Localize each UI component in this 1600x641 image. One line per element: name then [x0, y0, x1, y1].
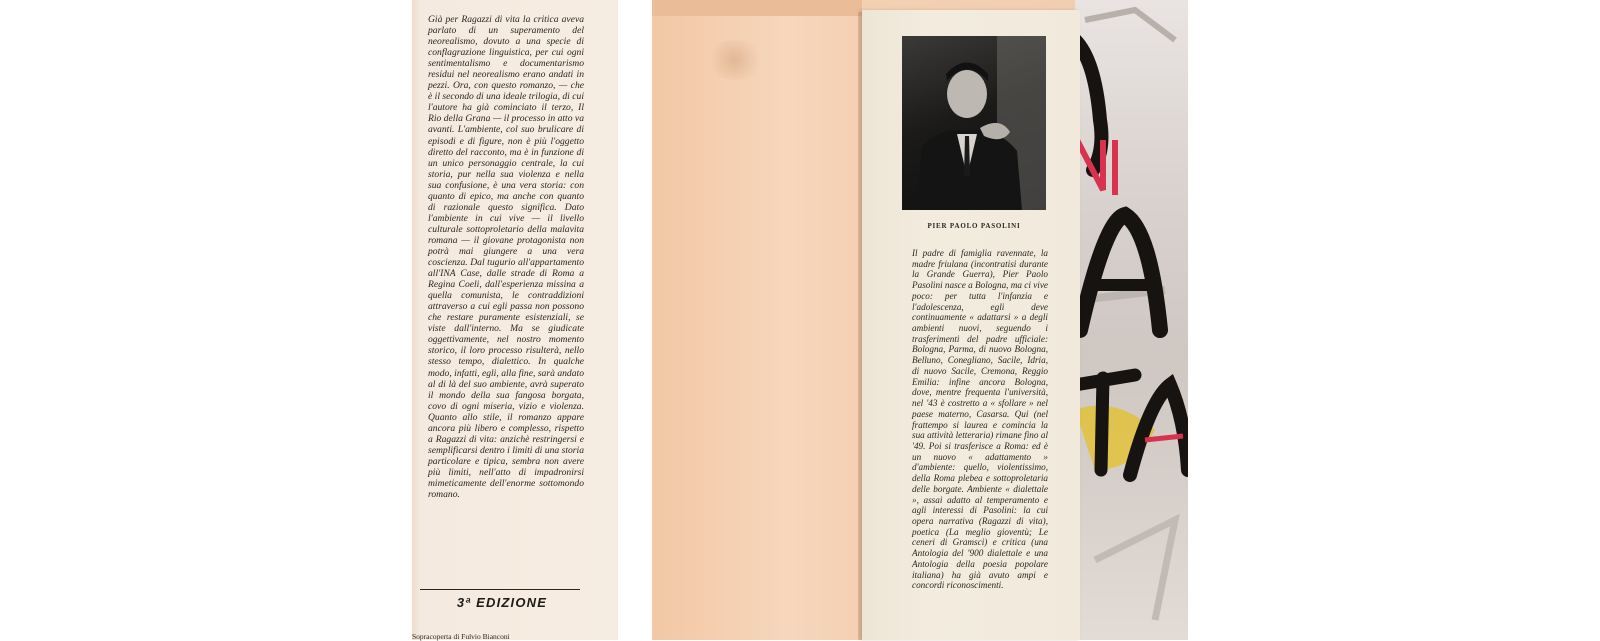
texture-stroke — [1085, 10, 1175, 40]
texture-stroke — [1095, 520, 1175, 620]
necktie — [964, 136, 970, 176]
edition-label: 3ª EDIZIONE — [456, 595, 548, 610]
author-bio-text: Il padre di famiglia ravennate, la madre friulana (incontratisi durante la Grande Guerra), Pier Paolo Pasolini nasce a Bologna, ma ci vive poco: per tutta l'infanzia e l'adolescenza, egli deve continuamente « adattarsi » a degli ambienti nuovi, seguendo i trasferimenti del padre ufficiale: Bologna, Parma, di nuovo Bologna, Belluno, Conegliano, Sacile, Idria, di nuovo Sacile, Cremona, Reggio Emilia: infine ancora Bologna, dove, mentre frequenta l'università, nel '43 è costretto a « sfollare » nel paese materno, Casarsa. Qui (nel frattempo si laurea e comincia la sua attività letteraria) rimane fino al '49. Poi si trasferisce a Roma: ed è un nuovo « adattamento » d'ambiente: quello, violentissimo, della Roma plebea e sottoproletaria delle borgate. Ambiente « dialettale », assai adatto al temperamento e agli interessi di Pasolini: la cui opera narrativa (Ragazzi di vita), poetica (La meglio gioventù; Le ceneri di Gramsci) e critica (una Antologia del '900 dialettale e una Antologia della poesia popolare italiana) ha già avuto ampi e concordi riconoscimenti. — [912, 248, 1048, 591]
face — [947, 70, 987, 118]
black-letter-a2 — [1130, 385, 1188, 475]
flap-blurb-text: Già per Ragazzi di vita la critica aveva parlato di un superamento del neorealismo, dovuto a una specie di conflagrazione linguistica, per cui ogni sentimentalismo e documentarismo residui nel neorealismo erano andati in pezzi. Ora, con questo romanzo, — che è il secondo di una ideale trilogia, di cui l'autore ha già cominciato il terzo, Il Rio della Grana — il processo in atto va avanti. L'ambiente, col suo brulicare di episodi e di figure, non è più l'oggetto diretto del racconto, ma è in funzione di un unico personaggio centrale, la cui storia, pur nella sua violenza e nella sua confusione, è una vera storia: con quanto di epico, ma anche con quanto di razionale questo significa. Dato l'ambiente in cui vive — il livello culturale sottoproletario della malavita romana — il giovane protagonista non potrà mai giungere a una vera coscienza. Dal tugurio all'appartamento all'INA Case, dalle strade di Roma a Regina Coeli, dall'esperienza missina a quella comunista, le contraddizioni attraverso a cui egli passa non possono che restare puramente esistenziali, se viste dall'interno. Ma se giudicate oggettivamente, nel nostro momento storico, il loro processo risulterà, nello stesso tempo, dialettico. In qualche modo, infatti, egli, alla fine, sarà andato al di là del suo ambiente, avrà superato il mondo della sua fangosa borgata, covo di ogni miseria, vizio e violenza. Quanto allo stile, il romanzo appare ancora più libero e complesso, rispetto a Ragazzi di vita: anzichè restringersi e semplificarsi dentro i limiti di una storia particolare e tipica, sembra non avere più limiti, nell'atto di impadronirsi mimeticamente dell'enorme sottomondo romano. — [428, 14, 584, 501]
cover-art-svg — [1075, 0, 1188, 640]
flap-divider — [420, 589, 580, 590]
cover-artwork — [1075, 0, 1188, 640]
author-photo — [902, 36, 1046, 210]
author-portrait-svg — [902, 36, 1046, 210]
black-letter-a — [1080, 215, 1160, 330]
jacket-top-fold — [652, 0, 862, 16]
cover-credit: Sopracoperta di Fulvio Bianconi — [412, 632, 510, 641]
author-name: PIER PAOLO PASOLINI — [927, 222, 1021, 230]
paper-stain — [705, 40, 765, 80]
